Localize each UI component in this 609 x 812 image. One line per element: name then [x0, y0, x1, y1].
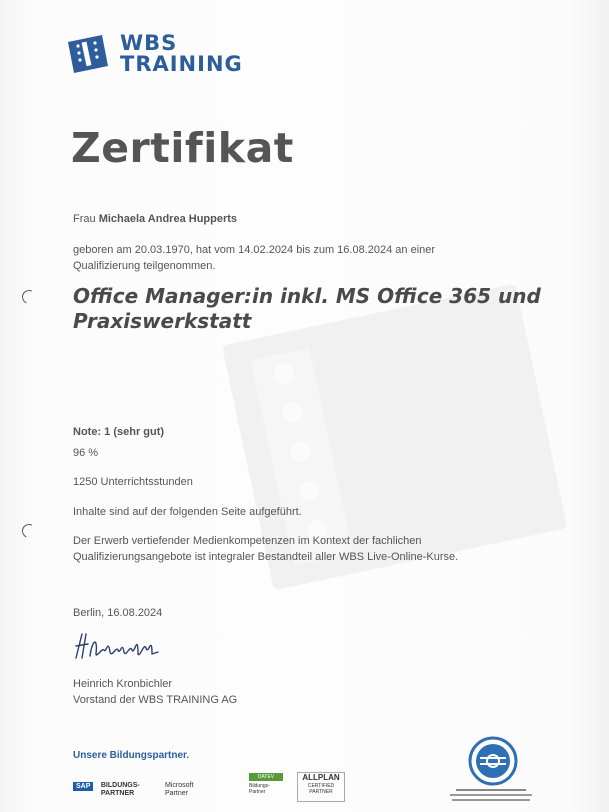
punch-hole-mark [20, 522, 38, 540]
course-title [73, 284, 541, 334]
microsoft-line-2: Partner [165, 790, 188, 797]
details-line-2: Qualifizierung teilgenommen. [73, 260, 216, 272]
signatory-name: Heinrich Kronbichler [73, 678, 173, 690]
sap-line-2: PARTNER [100, 790, 135, 797]
logo-line-wbs: WBS [120, 31, 178, 55]
punch-hole-mark [20, 288, 38, 306]
datev-brand: DATEV [249, 773, 283, 781]
handwritten-signature [72, 628, 162, 664]
lesson-hours: 1250 Unterrichtsstunden [73, 476, 193, 488]
microsoft-line-1: Microsoft [165, 782, 194, 789]
logo-line-training: TRAINING [120, 52, 243, 76]
recipient-name: Michaela Andrea Hupperts [98, 213, 238, 225]
participation-details [73, 242, 435, 274]
certificate-title: Zertifikat [71, 124, 294, 172]
allplan-brand: ALLPLAN [302, 773, 340, 782]
allplan-line-1: CERTIFIED [307, 783, 335, 789]
signatory-role: Vorstand der WBS TRAINING AG [73, 694, 238, 706]
microsoft-partner-logo [165, 782, 193, 798]
media-note-line-2: Qualifizierungsangebote ist integraler Bestandteil aller WBS Live-Online-Kurse. [73, 551, 459, 563]
recipient-line [73, 211, 237, 227]
signatory [73, 676, 237, 708]
allplan-partner-logo [297, 772, 345, 802]
sap-line-1: BILDUNGS- [100, 782, 140, 789]
allplan-line-2: PARTNER [309, 789, 333, 795]
partners-heading: Unsere Bildungspartner. [73, 750, 190, 761]
media-note-line-1: Der Erwerb vertiefender Medienkompetenzen im Kontext der fachlichen [73, 535, 422, 547]
datev-line-2: Partner [249, 789, 266, 795]
contents-note: Inhalte sind auf der folgenden Seite aufgeführt. [73, 506, 302, 518]
grade-percent: 96 % [73, 447, 99, 459]
course-line-2: Praxiswerkstatt [73, 309, 252, 333]
grade-label: Note: 1 (sehr gut) [73, 426, 165, 438]
sap-partner-logo [73, 782, 140, 800]
dqs-certification-seal [462, 736, 524, 786]
sap-brand: SAP [73, 782, 93, 791]
logo-wordmark [120, 33, 243, 75]
place-date: Berlin, 16.08.2024 [73, 607, 163, 619]
media-competence-note [73, 533, 458, 565]
course-line-1: Office Manager:in inkl. MS Office 365 und [73, 284, 541, 308]
details-line-1: geboren am 20.03.1970, hat vom 14.02.2024 bis zum 16.08.2024 an einer [73, 244, 436, 256]
seal-fine-print [448, 788, 538, 808]
wbs-logo-icon [64, 32, 112, 76]
datev-partner-logo [249, 773, 283, 795]
salutation: Frau [73, 213, 96, 225]
datev-line-1: Bildungs- [249, 783, 270, 789]
